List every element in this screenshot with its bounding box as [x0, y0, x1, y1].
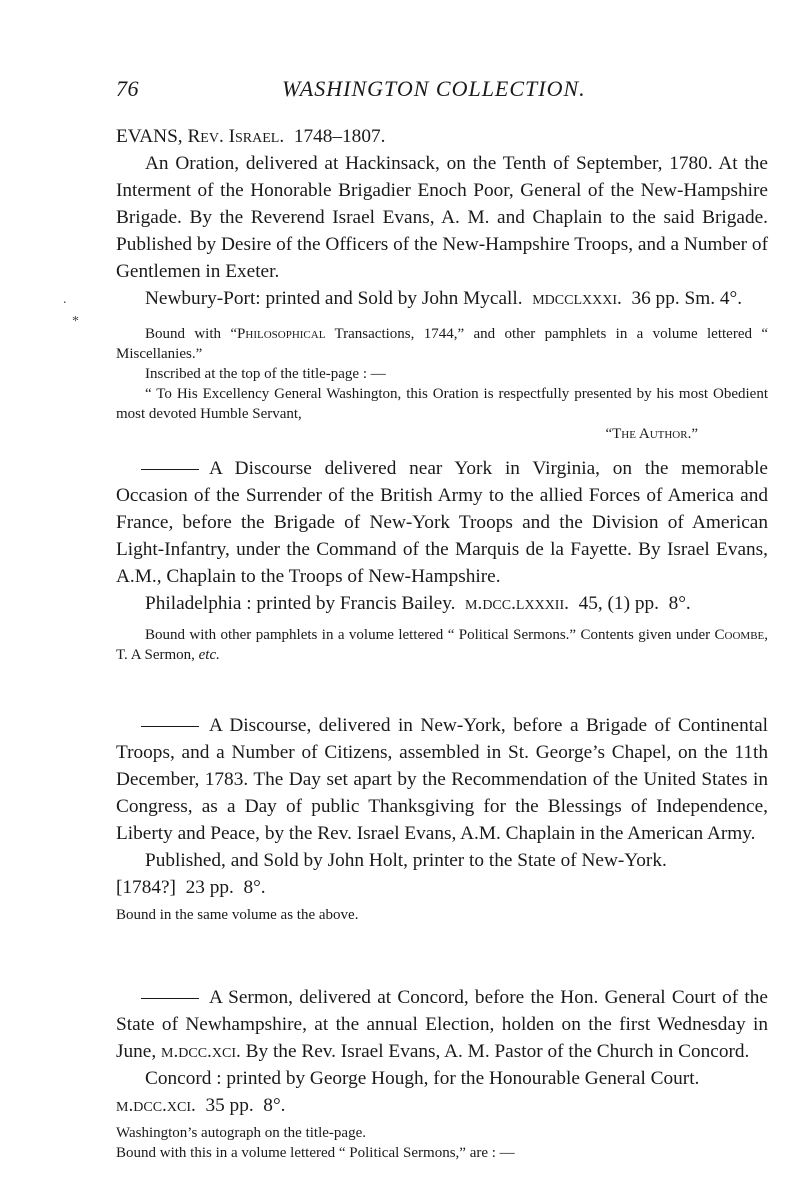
autograph-note: Washington’s autograph on the title-page. — [116, 1125, 366, 1141]
binding-note-rest: T. A Sermon, — [116, 647, 199, 663]
ditto-rule — [141, 469, 199, 470]
entry-imprint: Published, and Sold by John Holt, printer to the State of New-York. — [145, 850, 667, 871]
imprint-format: Sm. 4°. — [684, 288, 743, 309]
entry-oration-hackinsack — [116, 123, 768, 444]
entry-heading — [116, 123, 768, 150]
entry-sermon-concord — [116, 984, 768, 1163]
cross-reference-author: Coombe, — [714, 627, 768, 643]
imprint-format: 8°. — [243, 877, 266, 898]
imprint-pages: 23 pp. — [185, 877, 234, 898]
entry-title — [116, 455, 768, 590]
imprint-place: Newbury-Port: printed and Sold by John Mycall. — [145, 288, 523, 309]
binding-note-title: Philosophical — [237, 326, 326, 342]
imprint-pages: 36 pp. — [631, 288, 680, 309]
imprint-date: [1784?] — [116, 877, 176, 898]
entry-title-text: A Sermon, delivered at Concord, before the Hon. General Court of the State of Newhampshire, at the annual Election, holden on the first Wednesday in June, — [116, 987, 768, 1062]
binding-note-text: Bound with “ — [145, 326, 238, 342]
entry-title-text: A Discourse delivered near York in Virginia, on the memorable Occasion of the Surrender of the British Army to the allied Forces of America and France, before the Brigade of New-York Troops and the Division of American Light-Infantry, under the Command of the Marquis de la Fayette. By Israel Evans, A.M., Chaplain to the Troops of New-Hampshire. — [116, 458, 768, 587]
entry-title: An Oration, delivered at Hackinsack, on the Tenth of September, 1780. At the Interment of the Honorable Brigadier Enoch Poor, General of the New-Hampshire Brigade. By the Reverend Israel Evans, A. M. and Chaplain to the said Brigade. Published by Desire of the Officers of the New-Hampshire Troops, and a Number of Gentlemen in Exeter. — [116, 153, 768, 282]
author-surname: EVANS, — [116, 126, 183, 147]
author-given-name: Rev. Israel. — [187, 126, 285, 147]
ditto-rule — [141, 726, 199, 727]
author-dates: 1748–1807. — [293, 126, 386, 147]
binding-note: Bound in the same volume as the above. — [116, 907, 359, 923]
imprint-year: mdcclxxxi. — [532, 288, 622, 309]
imprint-year: m.dcc.lxxxii. — [465, 593, 569, 614]
entry-title — [116, 712, 768, 847]
entry-title-text: A Discourse, delivered in New-York, before a Brigade of Continental Troops, and a Number of Citizens, assembled in St. George’s Chapel, on the 11th December, 1783. The Day set apart by the Recommendation of the United States in Congress, as a Day of public Thanksgiving for the Blessings of Independence, Liberty and Peace, by the Rev. Israel Evans, A.M. Chaplain in the American Army. — [116, 715, 768, 844]
entry-discourse-york — [116, 455, 768, 665]
imprint-pages: 45, (1) pp. — [578, 593, 659, 614]
entry-imprint-detail — [116, 874, 768, 901]
binding-note-text: Bound with other pamphlets in a volume lettered “ Political Sermons.” Contents given under — [145, 627, 715, 643]
inscription-signature: “The Author.” — [605, 426, 698, 442]
title-year: m.dcc.xci. — [161, 1041, 241, 1062]
inscription-note: Inscribed at the top of the title-page : — — [145, 366, 386, 382]
binding-note-rest: Transactions, 1744,” and other pamphlets in a volume lettered “ Miscellanies.” — [116, 326, 768, 362]
entry-discourse-new-york — [116, 712, 768, 925]
entry-imprint-detail — [116, 1092, 768, 1119]
entry-imprint: Concord : printed by George Hough, for the Honourable General Court. — [145, 1068, 700, 1089]
imprint-format: 8°. — [263, 1095, 286, 1116]
binding-note-etc: etc. — [198, 647, 220, 663]
entry-title-rest: By the Rev. Israel Evans, A. M. Pastor of the Church in Concord. — [240, 1041, 750, 1062]
running-header — [0, 76, 801, 106]
binding-note — [116, 324, 768, 364]
imprint-year: m.dcc.xci. — [116, 1095, 196, 1116]
imprint-format: 8°. — [668, 593, 691, 614]
margin-mark: . — [63, 292, 67, 307]
entry-imprint — [116, 590, 768, 617]
ditto-rule — [141, 998, 199, 999]
binding-note — [116, 625, 768, 665]
running-title: WASHINGTON COLLECTION. — [282, 76, 586, 101]
entry-imprint — [116, 285, 768, 312]
imprint-pages: 35 pp. — [205, 1095, 254, 1116]
page-number: 76 — [116, 76, 139, 101]
imprint-place: Philadelphia : printed by Francis Bailey. — [145, 593, 456, 614]
entry-title — [116, 984, 768, 1065]
inscription-quote: “ To His Excellency General Washington, this Oration is respectfully presented by his most Obedient most devoted Humble Servant, — [116, 386, 768, 422]
binding-note: Bound with this in a volume lettered “ Political Sermons,” are : — — [116, 1145, 515, 1161]
margin-asterisk: * — [72, 314, 79, 329]
